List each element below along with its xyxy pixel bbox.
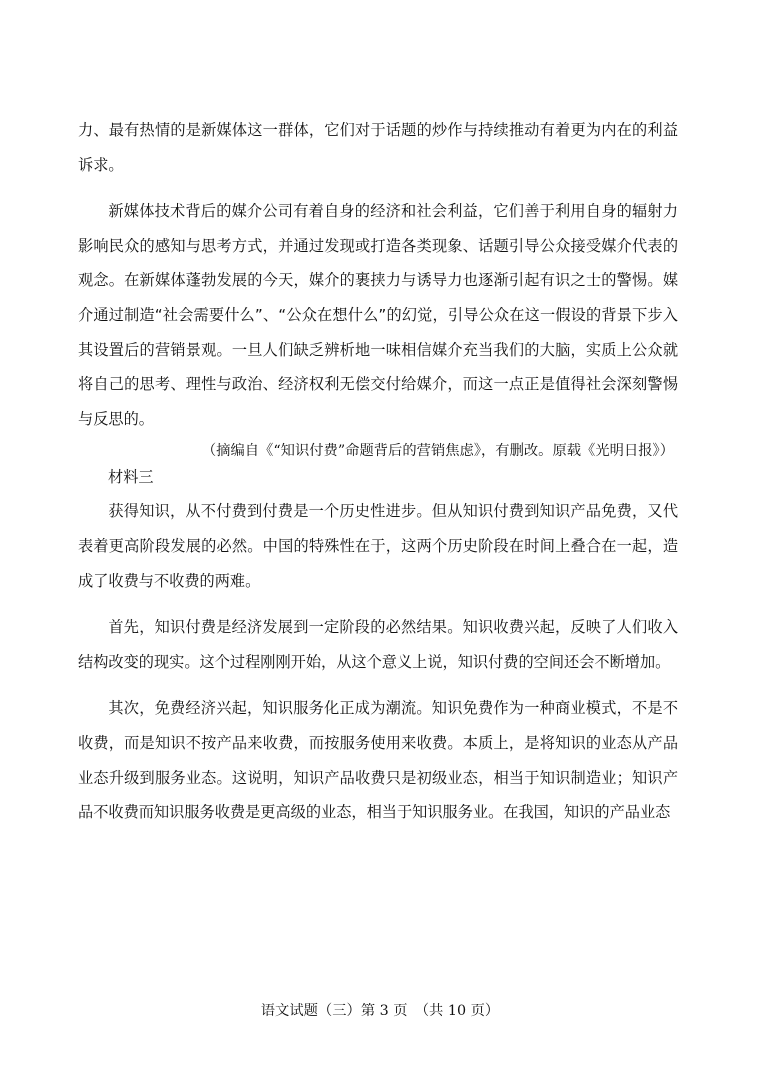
material3-paragraph-1: 获得知识，从不付费到付费是一个历史性进步。但从知识付费到知识产品免费，又代表着更高阶段发展的必然。中国的特殊性在于，这两个历史阶段在时间上叠合在一起，造成了收费与不收费的两难。 (78, 502, 678, 590)
main-text (78, 113, 678, 830)
material3-paragraph-3: 其次，免费经济兴起，知识服务化正成为潮流。知识免费作为一种商业模式，不是不收费，而是知识不按产品来收费，而按服务使用来收费。本质上，是将知识的业态从产品业态升级到服务业态。这说明，知识产品收费只是初级业态，相当于知识制造业；知识产品不收费而知识服务收费是更高级的业态，相当于知识服务业。在我国，知识的产品业态 (78, 699, 678, 822)
source-citation: （摘编自《“知识付费”命题背后的营销焦虑》，有删改。原载《光明日报》） (201, 443, 674, 460)
material3-paragraph-2: 首先，知识付费是经济发展到一定阶段的必然结果。知识收费兴起，反映了人们收入结构改变的现实。这个过程刚刚开始，从这个意义上说，知识付费的空间还会不断增加。 (78, 618, 678, 671)
page-footer: 语文试题（三）第 3 页 （共 10 页） (260, 1003, 500, 1019)
paragraph-media: 新媒体技术背后的媒介公司有着自身的经济和社会利益，它们善于利用自身的辐射力影响民众的感知与思考方式，并通过发现或打造各类现象、话题引导公众接受媒介代表的观念。在新媒体蓬勃发展的今天，媒介的裹挟力与诱导力也逐渐引起有识之士的警惕。媒介通过制造“社会需要什么”、“公众在想什么”的幻觉，引导公众在这一假设的背景下步入其设置后的营销景观。一旦人们缺乏辨析地一味相信媒介充当我们的大脑，实质上公众就将自己的思考、理性与政治、经济权利无偿交付给媒介，而这一点正是值得社会深刻警惕与反思的。 (78, 202, 678, 428)
section-heading-material-3: 材料三 (108, 468, 154, 487)
paragraph-continued: 力、最有热情的是新媒体这一群体，它们对于话题的炒作与持续推动有着更为内在的利益诉求。 (78, 121, 678, 174)
